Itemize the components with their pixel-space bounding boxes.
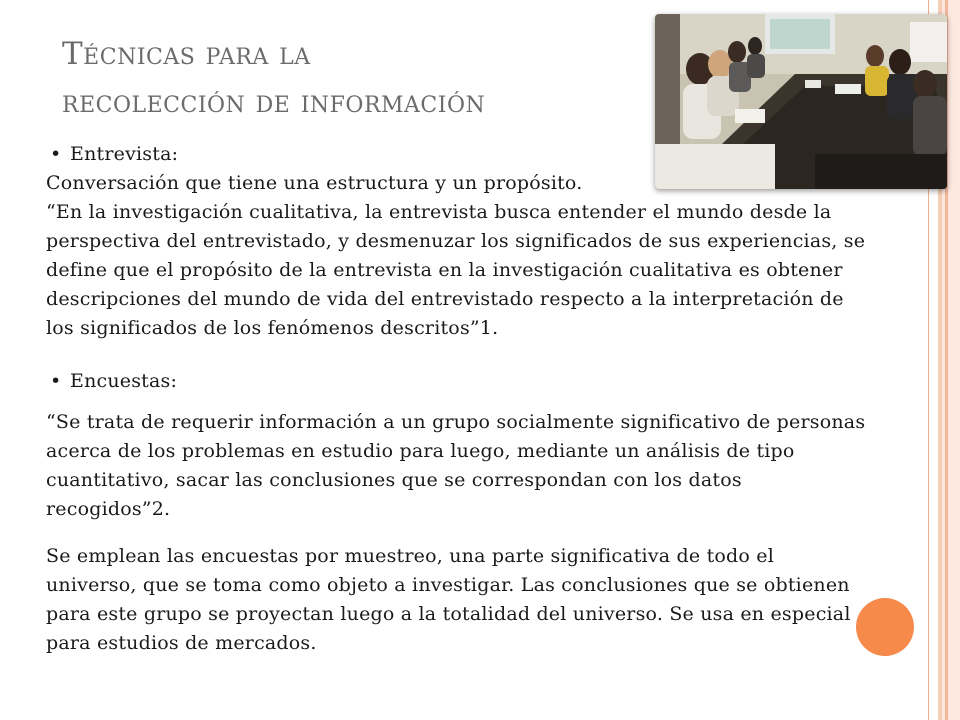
entrevista-quote: “En la investigación cualitativa, la entrevista busca entender el mundo desde la perspectiva del entrevistado, y desmenuzar los significados de sus experiencias, se define que el propósito de la entrevista en la investigación cualitativa es obtener descripciones del mundo de vida del entrevistado respecto a la interpretación de los significados de los fenómenos descritos”1. [46, 201, 866, 339]
slide-body [46, 140, 866, 658]
slide-title [62, 30, 662, 126]
encuestas-quote: “Se trata de requerir información a un grupo socialmente significativo de personas acerca de los problemas en estudio para luego, mediante un análisis de tipo cuantitativo, sacar las conclusiones que se correspondan con los datos recogidos”2. [46, 411, 866, 520]
bullet-entrevista: • Entrevista: [46, 140, 866, 169]
bullet-encuestas: • Encuestas: [46, 367, 866, 396]
encuestas-explanation: Se emplean las encuestas por muestreo, una parte significativa de todo el universo, que se toma como objeto a investigar. Las conclusiones que se obtienen para este grupo se proyectan luego a la totalidad del universo. Se usa en especial para estudios de mercados. [46, 545, 851, 654]
title-line-1: Técnicas para la [62, 36, 311, 72]
entrevista-definition: Conversación que tiene una estructura y un propósito. [46, 172, 583, 194]
decorative-orange-circle [856, 598, 914, 656]
title-line-2: recolección de información [62, 84, 486, 120]
